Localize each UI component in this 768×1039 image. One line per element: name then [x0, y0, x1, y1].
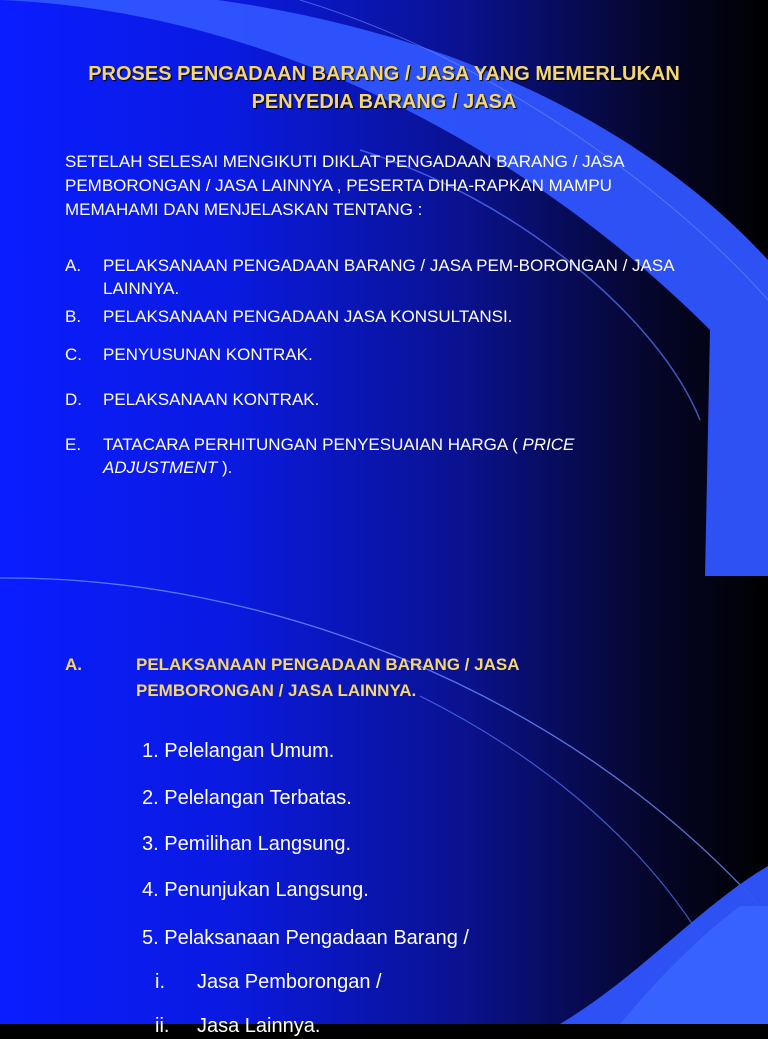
list-item-text: PELAKSANAAN PENGADAAN BARANG / JASA PEM-BORONGAN / JASA — [103, 256, 675, 275]
sub-list-text: Jasa Lainnya. — [197, 1015, 321, 1037]
title-line-2: PENYEDIA BARANG / JASA — [251, 91, 517, 113]
list-item-letter: E. — [65, 435, 82, 454]
list-item-italic-term: PRICE — [522, 435, 575, 454]
list-item: 3. Pemilihan Langsung. — [142, 833, 352, 855]
title-line-1: PROSES PENGADAAN BARANG / JASA YANG MEMERLUKAN — [88, 63, 680, 85]
section-heading-line-2: PEMBORONGAN / JASA LAINNYA. — [136, 681, 417, 700]
list-item-text-cont: LAINNYA. — [103, 279, 180, 298]
intro-paragraph — [65, 150, 685, 222]
list-item: 2. Pelelangan Terbatas. — [142, 787, 352, 809]
slide-title — [40, 60, 728, 116]
list-item-letter: D. — [65, 390, 82, 409]
list-item-italic-term-cont: ADJUSTMENT — [103, 458, 218, 477]
section-heading — [136, 652, 576, 704]
list-item-text: PELAKSANAAN PENGADAAN JASA KONSULTANSI. — [103, 307, 513, 326]
list-item-text: PENYUSUNAN KONTRAK. — [103, 345, 313, 364]
section-letter: A. — [65, 655, 82, 674]
intro-line-2: PEMBORONGAN / JASA LAINNYA , PESERTA DIHA-RAPKAN MAMPU — [65, 176, 612, 195]
list-item-text: TATACARA PERHITUNGAN PENYESUAIAN HARGA ( — [103, 435, 523, 454]
intro-line-1: SETELAH SELESAI MENGIKUTI DIKLAT PENGADAAN BARANG / JASA — [65, 152, 625, 171]
list-item-text-end: ). — [217, 458, 233, 477]
list-item: 1. Pelelangan Umum. — [142, 740, 335, 762]
slide-2 — [0, 576, 768, 1037]
list-item-letter: B. — [65, 307, 82, 326]
list-item: 4. Penunjukan Langsung. — [142, 879, 369, 901]
sub-list-number: ii. — [155, 1015, 170, 1037]
list-item: 5. Pelaksanaan Pengadaan Barang / — [142, 927, 469, 949]
section-heading-line-1: PELAKSANAAN PENGADAAN BARANG / JASA — [136, 655, 520, 674]
list-item-text: PELAKSANAAN KONTRAK. — [103, 390, 320, 409]
sub-list-text: Jasa Pemborongan / — [197, 971, 382, 993]
intro-line-3: MEMAHAMI DAN MENJELASKAN TENTANG : — [65, 200, 423, 219]
sub-list-number: i. — [155, 971, 165, 993]
list-item-letter: A. — [65, 256, 82, 275]
list-item-letter: C. — [65, 345, 82, 364]
